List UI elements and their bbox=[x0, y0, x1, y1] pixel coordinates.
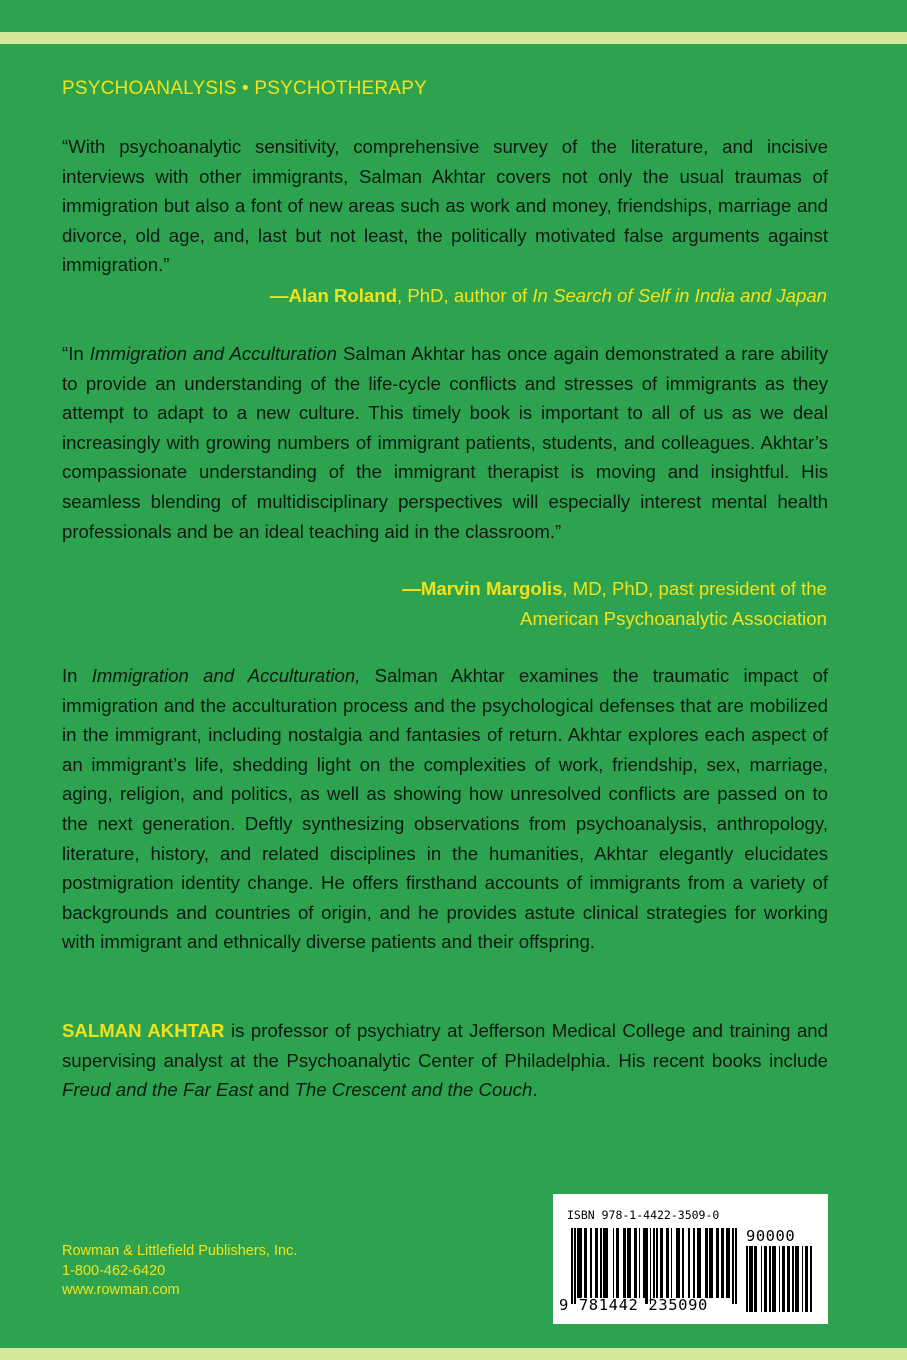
publisher-phone: 1-800-462-6420 bbox=[62, 1262, 166, 1279]
bio-book-1: Freud and the Far East bbox=[62, 1079, 254, 1101]
endorser-book-1: In Search of Self in India and Japan bbox=[532, 285, 827, 306]
top-color-band bbox=[0, 32, 907, 44]
bio-end: . bbox=[532, 1079, 538, 1101]
publisher-info bbox=[62, 1242, 297, 1301]
bio-and: and bbox=[253, 1079, 295, 1101]
author-bio bbox=[62, 1016, 828, 1105]
endorser-name-2: —Marvin Margolis bbox=[402, 578, 563, 599]
category-label: PSYCHOANALYSIS • PSYCHOTHERAPY bbox=[62, 78, 427, 99]
endorser-name-1: —Alan Roland bbox=[269, 285, 397, 306]
addon-bar bbox=[810, 1246, 812, 1312]
description-open: In bbox=[62, 665, 92, 686]
bio-book-2: The Crescent and the Couch bbox=[294, 1079, 533, 1101]
description-text: Salman Akhtar examines the traumatic impact of immigration and the acculturation process and the psychological defenses that are mobilized in the immigrant, including nostalgia and fantasies of return. Akhtar explores each aspect of an immigrant’s life, shedding light on the complexities of work, friendship, sex, marriage, aging, religion, and politics, as well as showing how unresolved conflicts are passed on to the next generation. Deftly synthesizing observations from psychoanalysis, anthropology, literature, history, and related disciplines in the humanities, Akhtar elegantly elucidates postmigration identity change. He offers firsthand accounts of immigrants from a variety of backgrounds and countries of origin, and he provides astute clinical strategies for working with immigrant and ethnically diverse patients and their offspring. bbox=[62, 665, 828, 953]
description-book-title: Immigration and Acculturation, bbox=[91, 665, 361, 686]
addon-digits: 90000 bbox=[746, 1227, 796, 1245]
ean-digits: 9 781442 235090 bbox=[559, 1296, 708, 1314]
quote2-book-title: Immigration and Acculturation bbox=[89, 343, 337, 364]
endorser-credentials-2: , MD, PhD, past president of the bbox=[562, 578, 827, 599]
isbn-barcode bbox=[553, 1194, 828, 1324]
barcode-bar bbox=[735, 1228, 737, 1304]
author-name: SALMAN AKHTAR bbox=[62, 1020, 225, 1041]
endorser-affiliation-2: American Psychoanalytic Association bbox=[520, 607, 827, 629]
publisher-website: www.rowman.com bbox=[62, 1282, 180, 1298]
quote2-text: Salman Akhtar has once again demonstrated a rare ability to provide an understanding of the life-cycle conflicts and stresses of immigrants as they attempt to adapt to a new culture. This timely book is important to all of us as we deal increasingly with growing numbers of immigrant patients, students, and colleagues. Akhtar’s compassionate understanding of the immigrant therapist is moving and insightful. His seamless blending of multidisciplinary perspectives will especially interest mental health professionals and be an ideal teaching aid in the classroom.” bbox=[62, 343, 828, 542]
endorsement-attribution-1 bbox=[270, 281, 827, 311]
endorser-credentials-1: , PhD, author of bbox=[396, 285, 533, 306]
isbn-label: ISBN 978-1-4422-3509-0 bbox=[567, 1208, 720, 1222]
ean-barcode-bars bbox=[571, 1228, 737, 1298]
publisher-name: Rowman & Littlefield Publishers, Inc. bbox=[62, 1243, 298, 1259]
bio-text: is professor of psychiatry at Jefferson Medical College and training and supervising analyst at the Psychoanalytic Center of Philadelphia. His recent books include bbox=[62, 1020, 828, 1071]
endorsement-attribution-2 bbox=[402, 574, 827, 633]
quote2-open: “In bbox=[62, 343, 90, 364]
book-description bbox=[62, 661, 828, 957]
endorsement-quote-2 bbox=[62, 339, 828, 546]
bottom-color-band bbox=[0, 1348, 907, 1360]
addon-barcode-bars bbox=[746, 1246, 812, 1312]
endorsement-quote-1 bbox=[62, 132, 828, 280]
quote1-text: “With psychoanalytic sensitivity, comprehensive survey of the literature, and incisive interviews with other immigrants, Salman Akhtar covers not only the usual traumas of immigration but also a font of new areas such as work and money, friendships, marriage and divorce, old age, and, last but not least, the politically motivated false arguments against immigration.” bbox=[62, 136, 828, 276]
